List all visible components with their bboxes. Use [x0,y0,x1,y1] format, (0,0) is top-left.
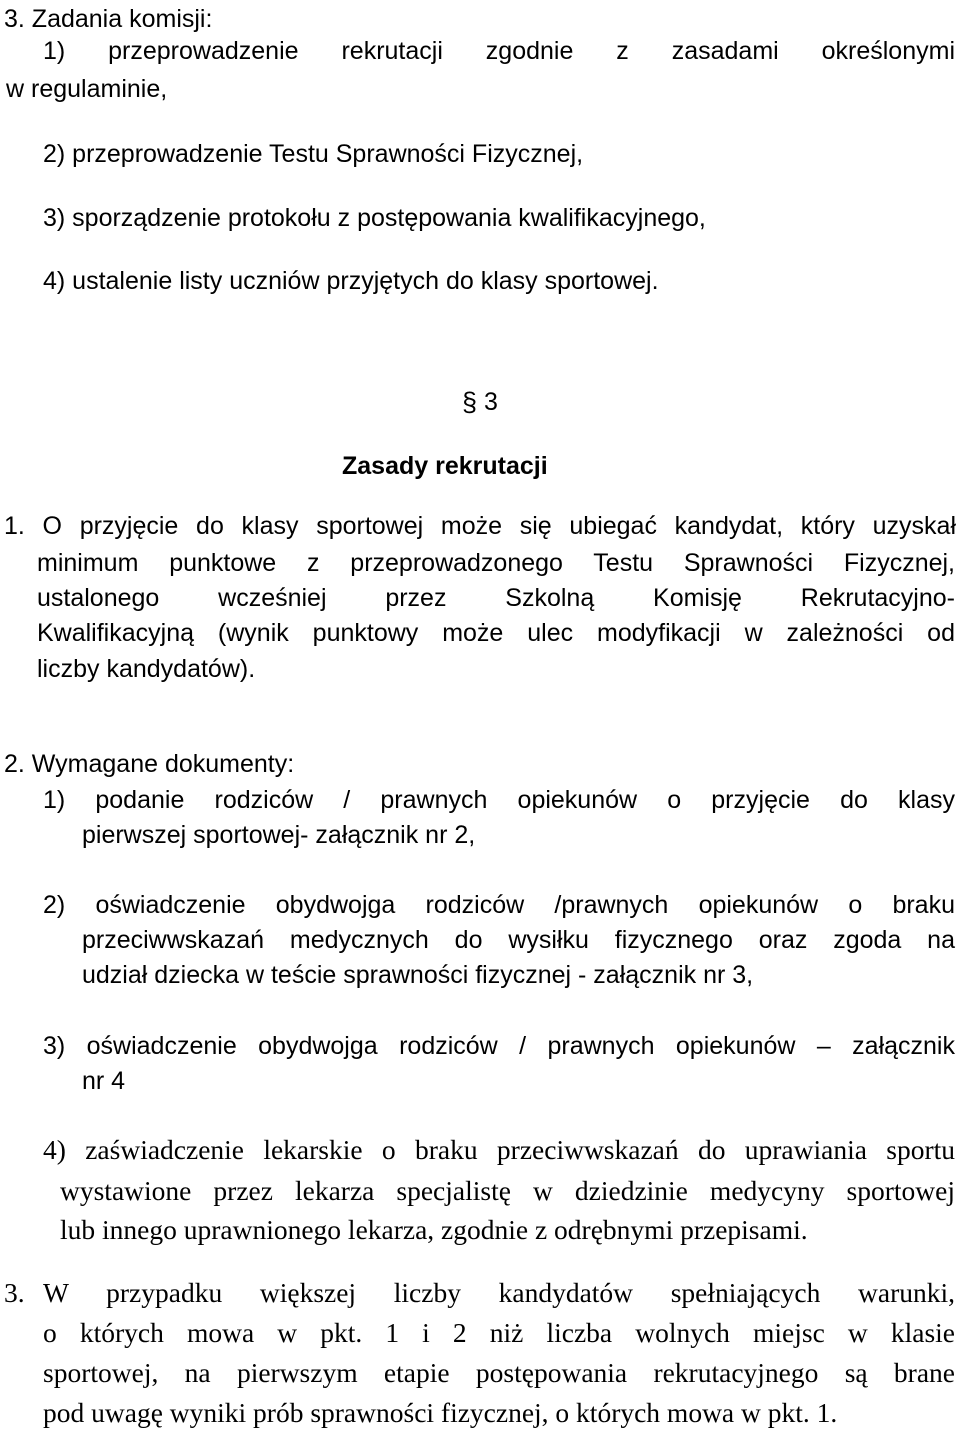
task-item-2: 2) przeprowadzenie Testu Sprawności Fizycznej, [43,140,584,168]
document-item-4-line-3: lub innego uprawnionego lekarza, zgodnie z odrębnymi przepisami. [60,1214,808,1245]
rule-3-line-3: sportowej, na pierwszym etapie postępowania rekrutacyjnego są brane [43,1357,955,1388]
document-item-2-line-2: przeciwwskazań medycznych do wysiłku fizycznego oraz zgoda na [82,926,955,954]
document-item-3-line-1: 3) oświadczenie obydwojga rodziców / prawnych opiekunów – załącznik [43,1032,955,1060]
paragraph-number: 3 [484,388,498,416]
rule-3-line-2: o których mowa w pkt. 1 i 2 niż liczba wolnych miejsc w klasie [43,1317,955,1348]
task-item-4: 4) ustalenie listy uczniów przyjętych do klasy sportowej. [43,267,659,295]
document-item-2-line-3: udział dziecka w teście sprawności fizycznej - załącznik nr 3, [82,961,754,989]
rule-1-line-4: Kwalifikacyjną (wynik punktowy może ulec modyfikacji w zależności od [37,619,955,647]
paragraph-title: Zasady rekrutacji [342,452,548,480]
rule-3-number: 3. [4,1277,25,1308]
document-item-4-line-2: wystawione przez lekarza specjalistę w dziedzinie medycyny sportowej [60,1175,955,1206]
rule-1-line-1: 1. O przyjęcie do klasy sportowej może się ubiegać kandydat, który uzyskał [4,512,956,540]
document-item-2-line-1: 2) oświadczenie obydwojga rodziców /prawnych opiekunów o braku [43,891,955,919]
paragraph-symbol: § [462,387,478,417]
rule-2-heading: 2. Wymagane dokumenty: [4,750,295,778]
section-heading: 3. Zadania komisji: [4,5,213,33]
rule-1-line-2: minimum punktowe z przeprowadzonego Testu Sprawności Fizycznej, [37,549,955,577]
rule-1-line-3: ustalonego wcześniej przez Szkolną Komisję Rekrutacyjno- [37,584,955,612]
task-item-3: 3) sporządzenie protokołu z postępowania kwalifikacyjnego, [43,204,706,232]
rule-3-line-1: W przypadku większej liczby kandydatów spełniających warunki, [43,1277,955,1308]
document-item-1-line-1: 1) podanie rodziców / prawnych opiekunów o przyjęcie do klasy [43,786,955,814]
rule-1-line-5: liczby kandydatów). [37,655,256,683]
task-item-1-line-2: w regulaminie, [6,75,168,103]
document-item-1-line-2: pierwszej sportowej- załącznik nr 2, [82,821,476,849]
rule-3-line-4: pod uwagę wyniki prób sprawności fizycznej, o których mowa w pkt. 1. [43,1397,838,1428]
task-item-1-line-1: 1) przeprowadzenie rekrutacji zgodnie z zasadami określonymi [43,37,955,65]
document-item-3-line-2: nr 4 [82,1067,126,1095]
document-item-4-line-1: 4) zaświadczenie lekarskie o braku przeciwwskazań do uprawiania sportu [43,1134,955,1165]
